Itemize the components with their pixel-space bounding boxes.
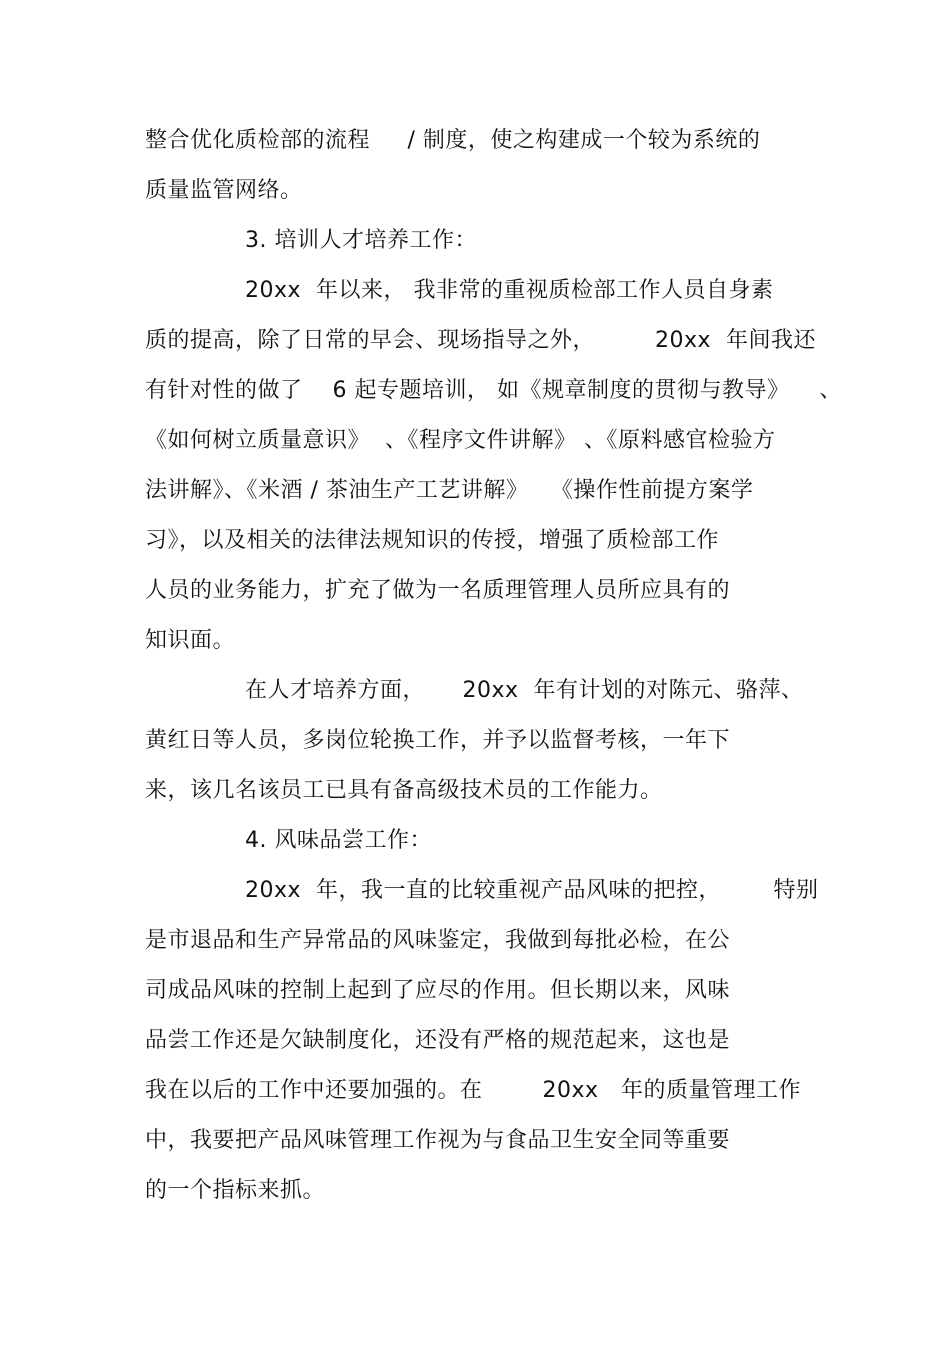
text-line-14: 来，该几名该员工已具有备高级技术员的工作能力。 [145,778,663,803]
text-line-13: 黄红日等人员，多岗位轮换工作，并予以监督考核，一年下 [145,728,731,753]
text-line-21: 中，我要把产品风味管理工作视为与食品卫生安全同等重要 [145,1128,731,1153]
text-line-4: 20xx 年以来， 我非常的重视质检部工作人员自身素 [245,278,774,303]
text-line-18: 司成品风味的控制上起到了应尽的作用。但长期以来，风味 [145,978,731,1003]
text-line-12: 在人才培养方面， 20xx 年有计划的对陈元、骆萍、 [245,678,804,703]
text-line-8: 法讲解》、《米酒 / 茶油生产工艺讲解》 《操作性前提方案学 [145,478,754,503]
section-heading-training: 3. 培训人才培养工作： [245,228,477,253]
text-line-11: 知识面。 [145,628,236,653]
text-line-7: 《如何树立质量意识》 、《程序文件讲解》 、《原料感官检验方 [145,428,776,453]
section-heading-flavor: 4. 风味品尝工作： [245,828,432,853]
text-line-1: 整合优化质检部的流程 / 制度，使之构建成一个较为系统的 [145,128,761,153]
text-line-16: 20xx 年，我一直的比较重视产品风味的把控， 特别 [245,878,819,903]
text-line-17: 是市退品和生产异常品的风味鉴定，我做到每批必检，在公 [145,928,731,953]
text-line-5: 质的提高，除了日常的早会、现场指导之外， 20xx 年间我还 [145,328,816,353]
text-line-6: 有针对性的做了 6 起专题培训， 如《规章制度的贯彻与教导》 、 [145,378,842,403]
text-line-19: 品尝工作还是欠缺制度化，还没有严格的规范起来，这也是 [145,1028,731,1053]
text-line-9: 习》，以及相关的法律法规知识的传授，增强了质检部工作 [145,528,720,553]
text-line-10: 人员的业务能力，扩充了做为一名质理管理人员所应具有的 [145,578,731,603]
text-line-22: 的一个指标来抓。 [145,1178,326,1203]
text-line-20: 我在以后的工作中还要加强的。在 20xx 年的质量管理工作 [145,1078,801,1103]
text-line-2: 质量监管网络。 [145,178,303,203]
